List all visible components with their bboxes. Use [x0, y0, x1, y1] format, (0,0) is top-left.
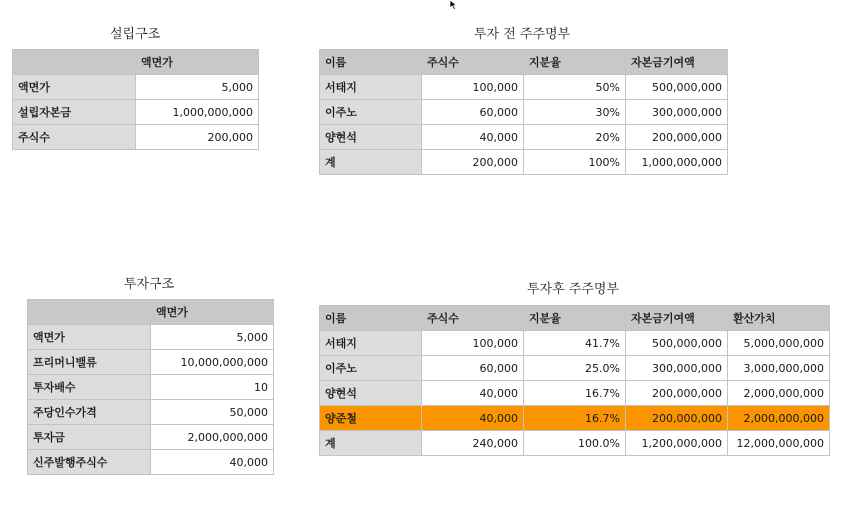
value-cell[interactable]: 300,000,000: [626, 100, 728, 125]
table-row: [320, 331, 830, 356]
header-cell[interactable]: 이름: [320, 50, 422, 75]
row-label-cell[interactable]: 프리머니밸류: [28, 350, 151, 375]
value-cell[interactable]: 200,000: [422, 150, 524, 175]
value-cell[interactable]: 10: [151, 375, 274, 400]
table-row: [28, 400, 274, 425]
table-row: [28, 425, 274, 450]
value-cell[interactable]: 10,000,000,000: [151, 350, 274, 375]
value-cell[interactable]: 3,000,000,000: [728, 356, 830, 381]
value-cell[interactable]: 20%: [524, 125, 626, 150]
value-cell[interactable]: 40,000: [151, 450, 274, 475]
value-cell[interactable]: 1,200,000,000: [626, 431, 728, 456]
header-row: [320, 306, 830, 331]
row-label-cell[interactable]: 서태지: [320, 331, 422, 356]
value-cell[interactable]: 25.0%: [524, 356, 626, 381]
value-cell[interactable]: 200,000,000: [626, 381, 728, 406]
setup-table-title: 설립구조: [110, 27, 161, 42]
row-label-cell[interactable]: 서태지: [320, 75, 422, 100]
value-cell[interactable]: 500,000,000: [626, 331, 728, 356]
value-cell[interactable]: 2,000,000,000: [728, 381, 830, 406]
value-cell[interactable]: 16.7%: [524, 406, 626, 431]
post-investment-table-title: 투자후 주주명부: [527, 282, 620, 297]
value-cell[interactable]: 100%: [524, 150, 626, 175]
value-cell[interactable]: 200,000: [136, 125, 259, 150]
value-cell[interactable]: 5,000,000,000: [728, 331, 830, 356]
value-cell[interactable]: 100,000: [422, 75, 524, 100]
table-row: [13, 75, 259, 100]
table-row: [320, 356, 830, 381]
header-row: [320, 50, 728, 75]
investment-structure-table: [27, 299, 274, 475]
header-cell[interactable]: 주식수: [422, 306, 524, 331]
row-label-cell[interactable]: 신주발행주식수: [28, 450, 151, 475]
header-cell[interactable]: 환산가치: [728, 306, 830, 331]
table-row: [320, 125, 728, 150]
value-cell[interactable]: 240,000: [422, 431, 524, 456]
row-label-cell[interactable]: 양준철: [320, 406, 422, 431]
value-cell[interactable]: 60,000: [422, 100, 524, 125]
pre-investment-shareholder-table: [319, 49, 728, 175]
value-cell[interactable]: 40,000: [422, 406, 524, 431]
post-investment-shareholder-table: [319, 305, 830, 456]
table-row: [28, 325, 274, 350]
row-label-cell[interactable]: 계: [320, 431, 422, 456]
table-row: [320, 381, 830, 406]
table-row: [13, 125, 259, 150]
row-label-cell[interactable]: 투자배수: [28, 375, 151, 400]
pre-investment-table-title: 투자 전 주주명부: [474, 27, 571, 42]
value-cell[interactable]: 200,000,000: [626, 406, 728, 431]
row-label-cell[interactable]: 계: [320, 150, 422, 175]
header-row: [28, 300, 274, 325]
header-cell[interactable]: [28, 300, 151, 325]
header-row: [13, 50, 259, 75]
row-label-cell[interactable]: 이주노: [320, 100, 422, 125]
value-cell[interactable]: 5,000: [136, 75, 259, 100]
table-row: [28, 450, 274, 475]
header-cell[interactable]: 액면가: [151, 300, 274, 325]
value-cell[interactable]: 100.0%: [524, 431, 626, 456]
table-row: [320, 75, 728, 100]
value-cell[interactable]: 1,000,000,000: [626, 150, 728, 175]
value-cell[interactable]: 300,000,000: [626, 356, 728, 381]
table-row: [320, 100, 728, 125]
header-cell[interactable]: 자본금기여액: [626, 306, 728, 331]
highlighted-table-row: [320, 406, 830, 431]
value-cell[interactable]: 2,000,000,000: [151, 425, 274, 450]
value-cell[interactable]: 40,000: [422, 125, 524, 150]
mouse-pointer-icon: [449, 0, 459, 10]
value-cell[interactable]: 41.7%: [524, 331, 626, 356]
header-cell[interactable]: 액면가: [136, 50, 259, 75]
value-cell[interactable]: 5,000: [151, 325, 274, 350]
header-cell[interactable]: 주식수: [422, 50, 524, 75]
value-cell[interactable]: 500,000,000: [626, 75, 728, 100]
row-label-cell[interactable]: 주식수: [13, 125, 136, 150]
table-row: [28, 375, 274, 400]
value-cell[interactable]: 60,000: [422, 356, 524, 381]
total-row: [320, 150, 728, 175]
row-label-cell[interactable]: 양현석: [320, 125, 422, 150]
header-cell[interactable]: 지분율: [524, 50, 626, 75]
row-label-cell[interactable]: 주당인수가격: [28, 400, 151, 425]
value-cell[interactable]: 12,000,000,000: [728, 431, 830, 456]
row-label-cell[interactable]: 이주노: [320, 356, 422, 381]
table-row: [13, 100, 259, 125]
header-cell[interactable]: 자본금기여액: [626, 50, 728, 75]
total-row: [320, 431, 830, 456]
value-cell[interactable]: 200,000,000: [626, 125, 728, 150]
value-cell[interactable]: 40,000: [422, 381, 524, 406]
row-label-cell[interactable]: 설립자본금: [13, 100, 136, 125]
row-label-cell[interactable]: 액면가: [13, 75, 136, 100]
value-cell[interactable]: 50,000: [151, 400, 274, 425]
investment-table-title: 투자구조: [124, 277, 175, 292]
setup-table: [12, 49, 259, 150]
row-label-cell[interactable]: 액면가: [28, 325, 151, 350]
value-cell[interactable]: 1,000,000,000: [136, 100, 259, 125]
value-cell[interactable]: 16.7%: [524, 381, 626, 406]
row-label-cell[interactable]: 양현석: [320, 381, 422, 406]
header-cell[interactable]: 이름: [320, 306, 422, 331]
header-cell[interactable]: [13, 50, 136, 75]
header-cell[interactable]: 지분율: [524, 306, 626, 331]
value-cell[interactable]: 50%: [524, 75, 626, 100]
value-cell[interactable]: 100,000: [422, 331, 524, 356]
value-cell[interactable]: 30%: [524, 100, 626, 125]
row-label-cell[interactable]: 투자금: [28, 425, 151, 450]
table-row: [28, 350, 274, 375]
value-cell[interactable]: 2,000,000,000: [728, 406, 830, 431]
